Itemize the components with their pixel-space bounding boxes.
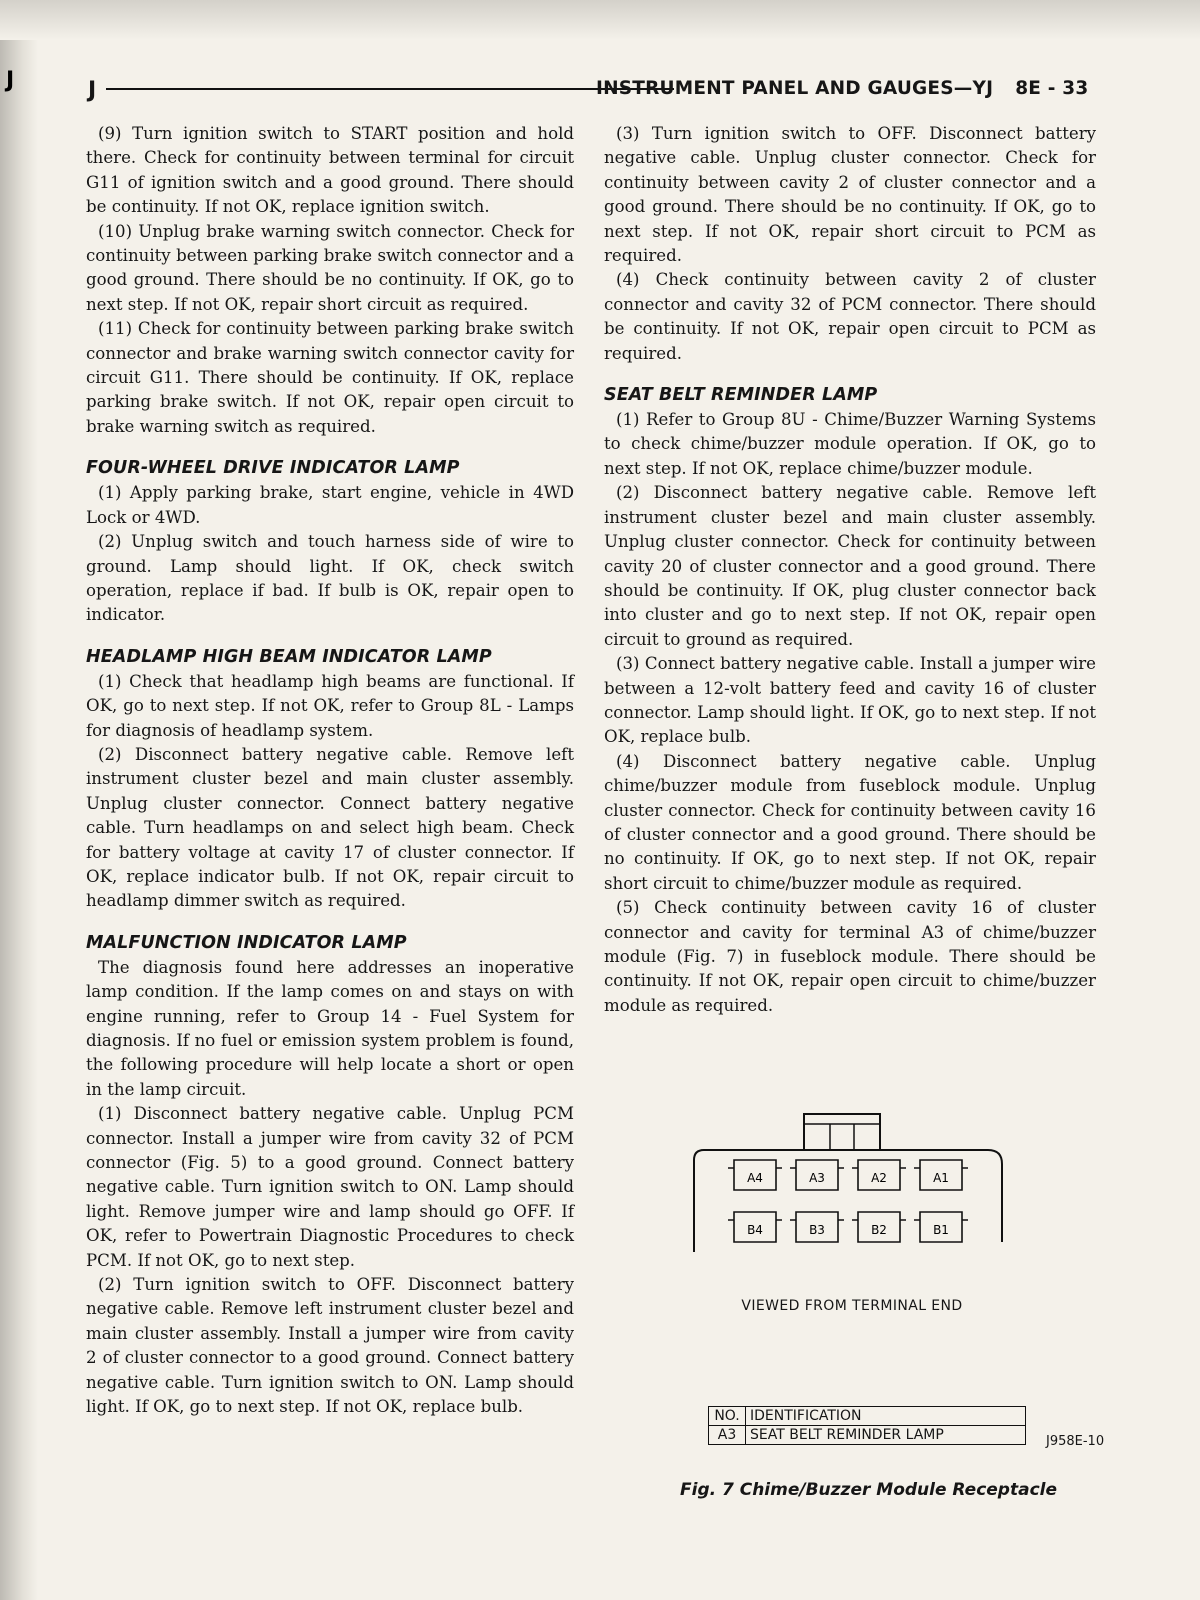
paragraph: (3) Connect battery negative cable. Install a jumper wire between a 12-volt battery feed and cavity 16 of cluster connector. Lamp should light. If OK, go to next step. If not OK, replace bulb. bbox=[604, 654, 1096, 747]
page-header bbox=[88, 72, 1088, 112]
terminal-row-bottom bbox=[728, 1212, 968, 1242]
terminal-label: B2 bbox=[871, 1223, 887, 1237]
terminal-b3 bbox=[790, 1212, 844, 1242]
header-letter: J bbox=[88, 78, 97, 103]
table-row bbox=[709, 1407, 1026, 1426]
figure-view-label: VIEWED FROM TERMINAL END bbox=[741, 1298, 963, 1314]
terminal-label: A1 bbox=[933, 1171, 949, 1185]
legend-header-no: NO. bbox=[709, 1407, 746, 1426]
terminal-a4 bbox=[728, 1160, 782, 1190]
paragraph: The diagnosis found here addresses an inoperative lamp condition. If the lamp comes on and stays on with engine running, refer to Group 14 - Fuel System for diagnosis. If no fuel or emission system problem is found, the following procedure will help locate a short or open in the lamp circuit. bbox=[86, 957, 574, 1099]
legend-header-identification: IDENTIFICATION bbox=[746, 1407, 1026, 1426]
page-edge-letter: J bbox=[6, 68, 15, 93]
heading-malfunction-indicator: MALFUNCTION INDICATOR LAMP bbox=[86, 932, 407, 953]
page-top-shadow bbox=[0, 0, 1200, 40]
header-title bbox=[596, 78, 1089, 99]
heading-headlamp-high-beam: HEADLAMP HIGH BEAM INDICATOR LAMP bbox=[86, 646, 492, 667]
paragraph: (2) Turn ignition switch to OFF. Disconnect battery negative cable. Remove left instrument cluster bezel and main cluster assembly. Install a jumper wire from cavity 2 of cluster connector to a good ground. Connect battery negative cable. Turn ignition switch to ON. Lamp should light. If OK, go to next step. If not OK, replace bulb. bbox=[86, 1275, 574, 1417]
terminal-b2 bbox=[852, 1212, 906, 1242]
paragraph: (10) Unplug brake warning switch connector. Check for continuity between parking brake switch connector and a good ground. There should be no continuity. If OK, go to next step. If not OK, repair short circuit as required. bbox=[86, 221, 574, 314]
paragraph: (5) Check continuity between cavity 16 of cluster connector and cavity for terminal A3 of chime/buzzer module (Fig. 7) in fuseblock module. There should be continuity. If not OK, repair open circuit to chime/buzzer module as required. bbox=[604, 898, 1096, 1015]
paragraph: (1) Disconnect battery negative cable. Unplug PCM connector. Install a jumper wire from cavity 32 of PCM connector (Fig. 5) to a good ground. Connect battery negative cable. Turn ignition switch to ON. Lamp should light. Remove jumper wire and lamp should go OFF. If OK, refer to Powertrain Diagnostic Procedures to check PCM. If not OK, go to next step. bbox=[86, 1104, 574, 1270]
paragraph: (4) Check continuity between cavity 2 of cluster connector and cavity 32 of PCM connector. There should be continuity. If not OK, repair open circuit to PCM as required. bbox=[604, 270, 1096, 363]
header-rule bbox=[106, 88, 674, 90]
paragraph: (3) Turn ignition switch to OFF. Disconnect battery negative cable. Unplug cluster connector. Check for continuity between cavity 2 of cluster connector and a good ground. There should be no continuity. If OK, go to next step. If not OK, repair short circuit to PCM as required. bbox=[604, 124, 1096, 266]
paragraph: (4) Disconnect battery negative cable. Unplug chime/buzzer module from fuseblock module. Unplug cluster connector. Check for continuity between cavity 16 of cluster connector and a good ground. There should be no continuity. If OK, go to next step. If not OK, repair short circuit to chime/buzzer module as required. bbox=[604, 751, 1096, 893]
paragraph: (2) Disconnect battery negative cable. Remove left instrument cluster bezel and main cluster assembly. Unplug cluster connector. Check for continuity between cavity 20 of cluster connector and a good ground. There should be continuity. If OK, plug cluster connector back into cluster and go to next step. If not OK, repair open circuit to ground as required. bbox=[604, 483, 1096, 649]
paragraph: (11) Check for continuity between parking brake switch connector and brake warning switch connector cavity for circuit G11. There should be continuity. If OK, replace parking brake switch. If not OK, repair open circuit to brake warning switch as required. bbox=[86, 319, 574, 436]
terminal-a2 bbox=[852, 1160, 906, 1190]
terminal-label: A2 bbox=[871, 1171, 887, 1185]
table-row bbox=[709, 1426, 1026, 1445]
legend-cell-no: A3 bbox=[709, 1426, 746, 1445]
terminal-b1 bbox=[914, 1212, 968, 1242]
paragraph: (2) Disconnect battery negative cable. Remove left instrument cluster bezel and main cluster assembly. Unplug cluster connector. Connect battery negative cable. Turn headlamps on and select high beam. Check for battery voltage at cavity 17 of cluster connector. If OK, replace indicator bulb. If not OK, repair circuit to headlamp dimmer switch as required. bbox=[86, 744, 574, 911]
paragraph: (1) Apply parking brake, start engine, vehicle in 4WD Lock or 4WD. bbox=[86, 483, 574, 527]
figure-code: J958E-10 bbox=[1046, 1434, 1105, 1449]
right-column bbox=[604, 122, 1096, 1018]
heading-four-wheel-drive: FOUR-WHEEL DRIVE INDICATOR LAMP bbox=[86, 458, 460, 479]
section-title: INSTRUMENT PANEL AND GAUGES—YJ bbox=[596, 78, 994, 99]
terminal-b4 bbox=[728, 1212, 782, 1242]
paragraph: (1) Check that headlamp high beams are functional. If OK, go to next step. If not OK, refer to Group 8L - Lamps for diagnosis of headlamp system. bbox=[86, 671, 574, 740]
terminal-a3 bbox=[790, 1160, 844, 1190]
receptacle-housing bbox=[694, 1150, 1002, 1252]
heading-seat-belt-reminder: SEAT BELT REMINDER LAMP bbox=[604, 385, 878, 406]
terminal-label: A3 bbox=[809, 1171, 825, 1185]
paragraph: (9) Turn ignition switch to START position and hold there. Check for continuity between terminal for circuit G11 of ignition switch and a good ground. There should be continuity. If not OK, replace ignition switch. bbox=[86, 124, 574, 217]
paragraph: (2) Unplug switch and touch harness side of wire to ground. Lamp should light. If OK, check switch operation, replace if bad. If bulb is OK, repair open to indicator. bbox=[86, 532, 574, 625]
paragraph: (1) Refer to Group 8U - Chime/Buzzer Warning Systems to check chime/buzzer module operation. If OK, go to next step. If not OK, replace chime/buzzer module. bbox=[604, 410, 1096, 478]
legend-cell-identification: SEAT BELT REMINDER LAMP bbox=[746, 1426, 1026, 1445]
page-number: 8E - 33 bbox=[1015, 78, 1089, 99]
terminal-a1 bbox=[914, 1160, 968, 1190]
receptacle-latch bbox=[804, 1114, 880, 1150]
terminal-label: B1 bbox=[933, 1223, 949, 1237]
figure-legend-table bbox=[708, 1406, 1026, 1445]
terminal-row-top bbox=[728, 1160, 968, 1190]
terminal-label: A4 bbox=[747, 1171, 763, 1185]
terminal-label: B3 bbox=[809, 1223, 825, 1237]
left-column bbox=[86, 122, 574, 1420]
receptacle-diagram bbox=[690, 1112, 1020, 1257]
page-edge-shadow bbox=[0, 0, 38, 1600]
figure-caption: Fig. 7 Chime/Buzzer Module Receptacle bbox=[680, 1480, 1057, 1500]
terminal-label: B4 bbox=[747, 1223, 763, 1237]
